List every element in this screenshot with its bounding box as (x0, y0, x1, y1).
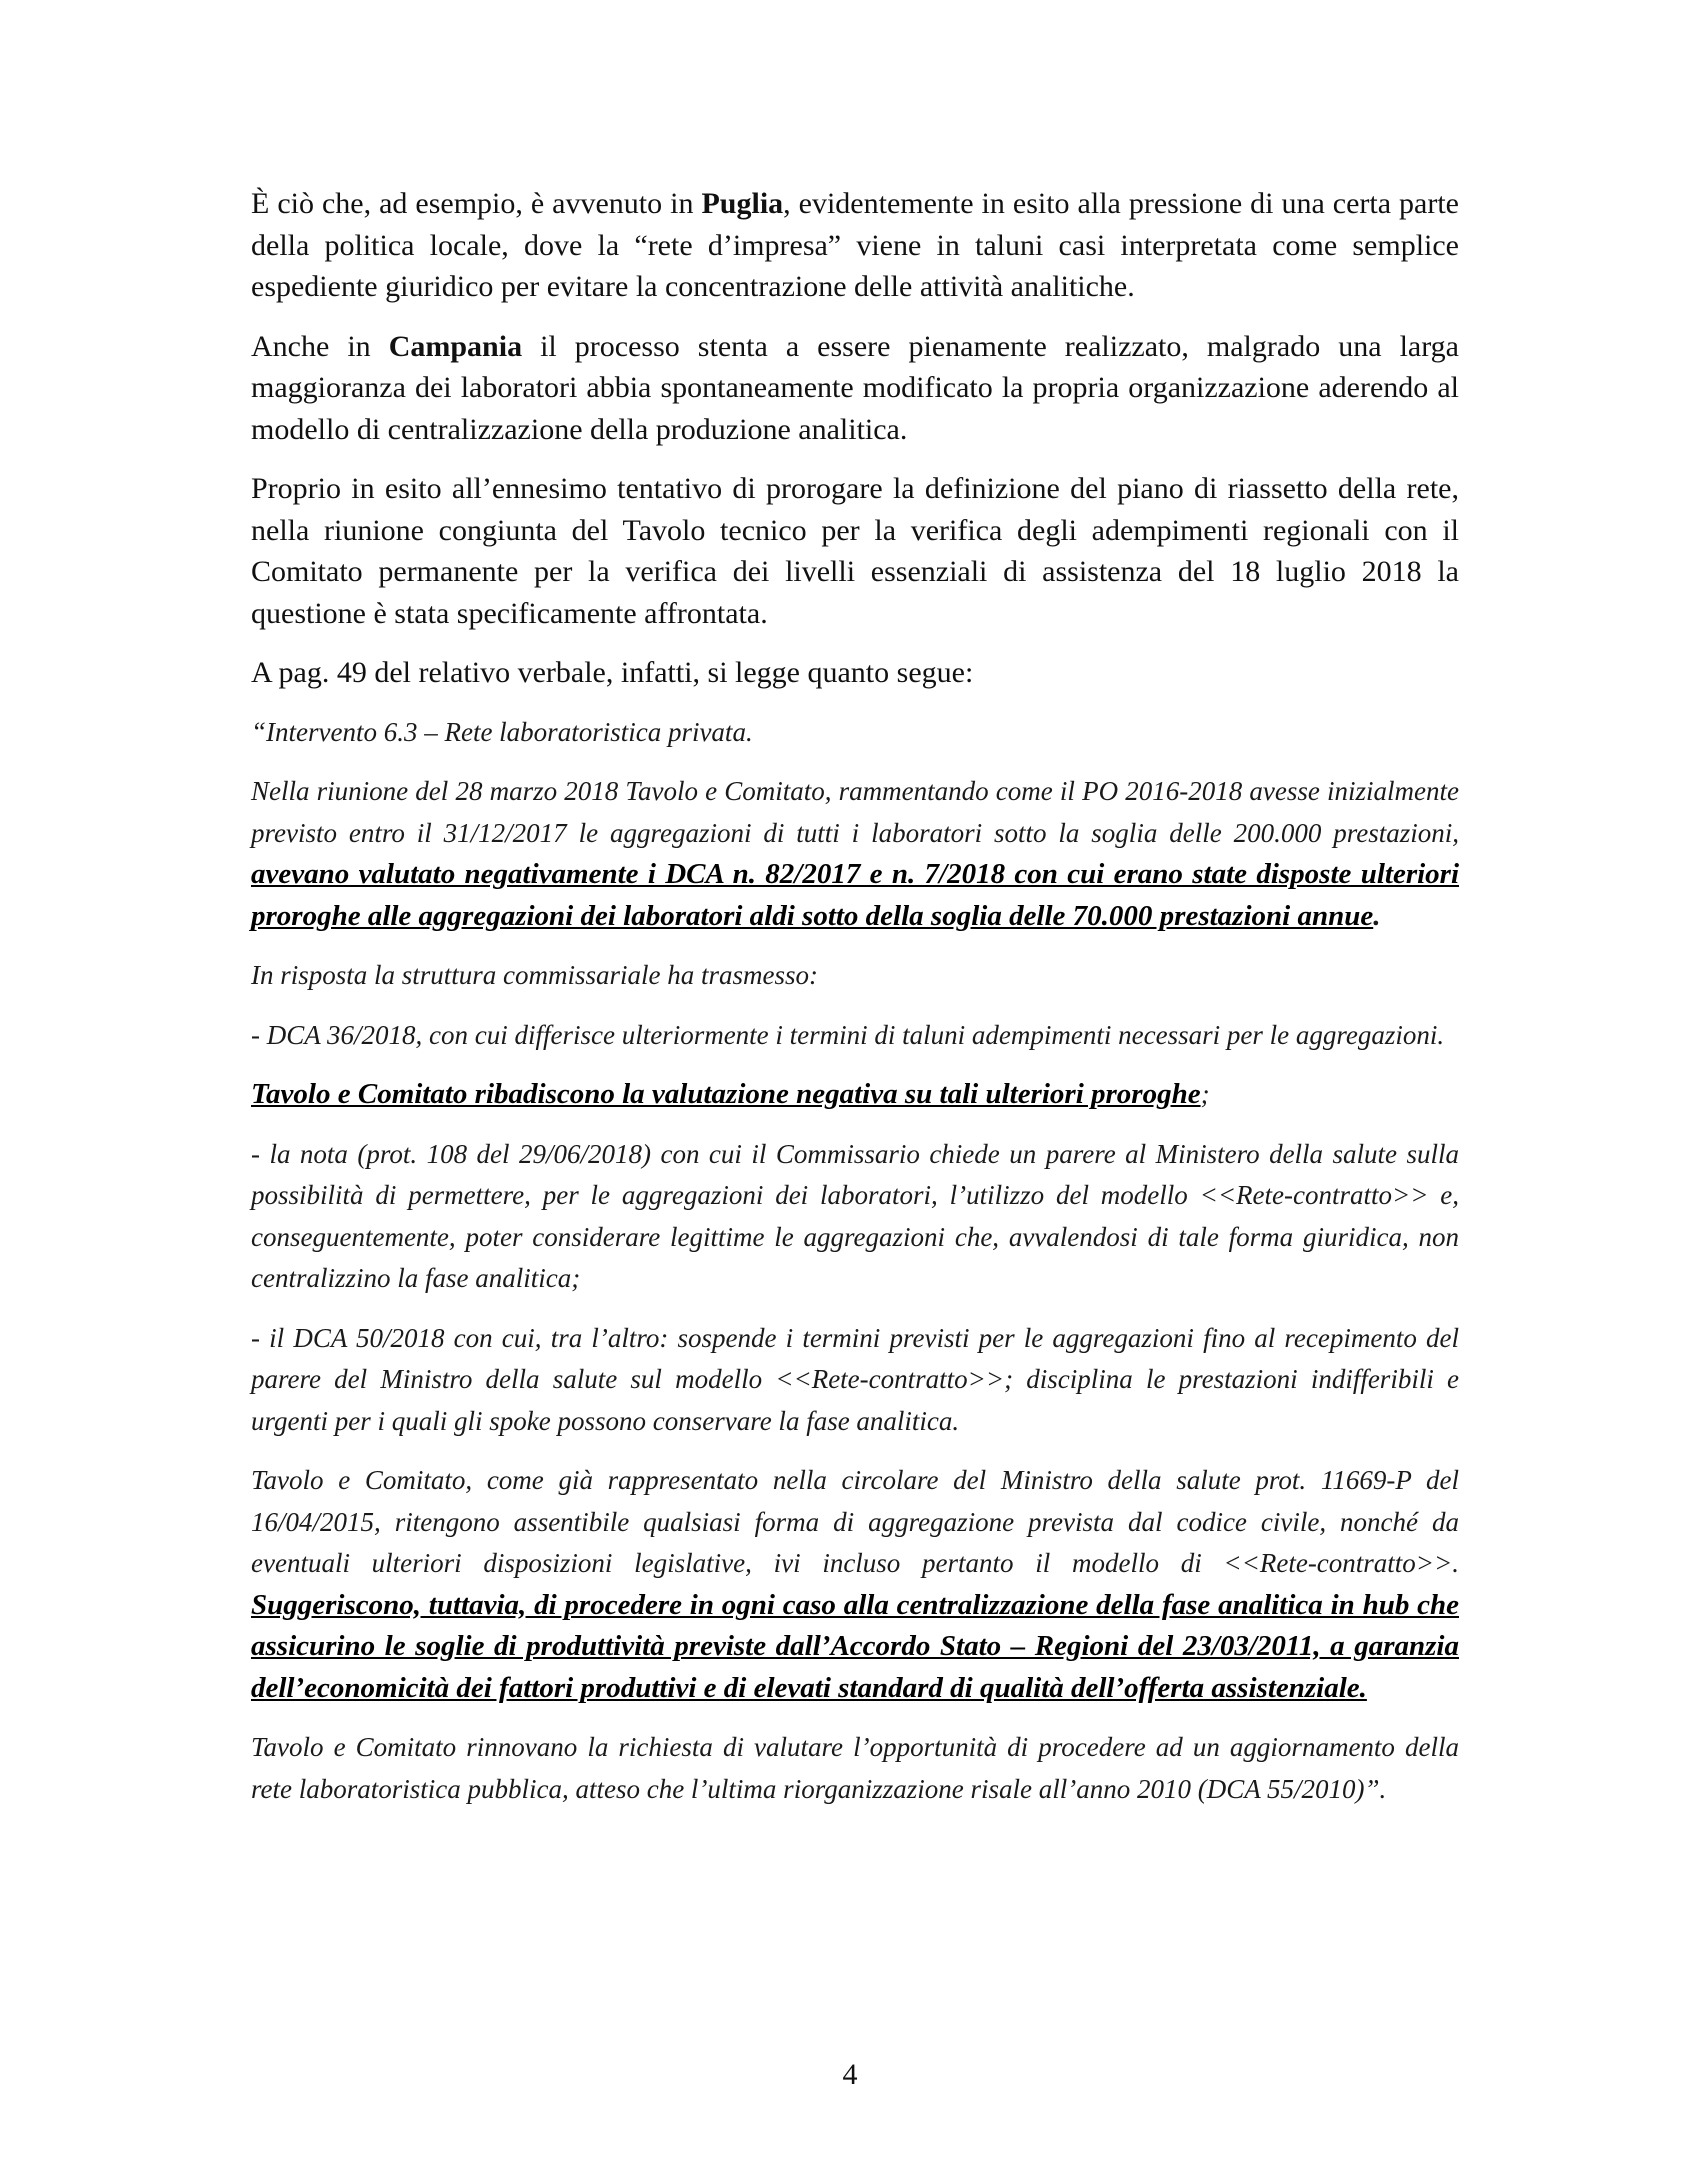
region-name-campania: Campania (388, 329, 523, 363)
paragraph-campania (251, 326, 1459, 451)
quote-item-nota-prot-108: - la nota (prot. 108 del 29/06/2018) con cui il Commissario chiede un parere al Ministero della salute sulla possibilità di permettere, per le aggregazioni dei laboratori, l’utilizzo del modello <<Rete-contratto>> e, conseguentemente, poter considerare legittime le aggregazioni che, avvalendosi di tale forma giuridica, non centralizzino la fase analitica; (251, 1138, 1459, 1293)
quote-highlight: Suggeriscono, tuttavia, di procedere in ogni caso alla centralizzazione della fase analitica in hub che assicurino le soglie di produttività previste dall’Accordo Stato – Regioni del 23/03/2011, a garanzia dell’economicità dei fattori produttivi e di elevati standard di qualità dell’offerta assistenziale. (251, 1588, 1459, 1704)
quote-risposta: In risposta la struttura commissariale ha trasmesso: (251, 960, 819, 990)
region-name-puglia: Puglia (701, 187, 784, 220)
quote-highlight: Tavolo e Comitato ribadiscono la valutazione negativa su tali ulteriori proroghe (251, 1078, 1201, 1110)
quote-highlight: avevano valutato negativamente i DCA n. 82/2017 e n. 7/2018 con cui erano state disposte ulteriori proroghe alle aggregazioni dei laboratori aldi sotto della soglia delle 70.000 prestazioni annue (251, 858, 1459, 932)
paragraph-verbale-intro: A pag. 49 del relativo verbale, infatti, si legge quanto segue: (251, 656, 974, 689)
paragraph-text: È ciò che, ad esempio, è avvenuto in (251, 187, 702, 220)
paragraph-text: , evidentemente in esito alla pressione di una certa parte della politica locale, dove la “rete d’impresa” viene in taluni casi interpretata come semplice espediente giuridico per evitare la concentrazione delle attività analitiche. (251, 187, 1459, 303)
quote-text: Nella riunione del 28 marzo 2018 Tavolo e Comitato, rammentando come il PO 2016-2018 avesse inizialmente previsto entro il 31/12/2017 le aggregazioni di tutti i laboratori sotto la soglia delle 200.000 prestazioni, (251, 776, 1459, 848)
quote-item-dca-36: - DCA 36/2018, con cui differisce ulteriormente i termini di taluni adempimenti necessari per le aggregazioni. (251, 1019, 1445, 1050)
quote-valutazione-negativa (251, 1074, 1459, 1116)
document-body (251, 183, 1459, 1828)
quote-text: ; (1200, 1079, 1210, 1109)
quote-text: Tavolo e Comitato, come già rappresentato nella circolare del Ministro della salute prot. 11669-P del 16/04/2015, ritengono assentibile qualsiasi forma di aggregazione prevista dal codice civile, nonché da eventuali ulteriori disposizioni legislative, ivi incluso pertanto il modello di <<Rete-contratto>>. (251, 1465, 1459, 1578)
quote-paragraph-circolare (251, 1460, 1459, 1709)
paragraph-text: Anche in (251, 329, 389, 363)
quote-paragraph-rinnovo: Tavolo e Comitato rinnovano la richiesta di valutare l’opportunità di procedere ad un aggiornamento della rete laboratoristica pubblica, atteso che l’ultima riorganizzazione risale all’anno 2010 (DCA 55/2010)”. (251, 1732, 1459, 1804)
paragraph-puglia (251, 183, 1459, 308)
paragraph-text: il processo stenta a essere pienamente realizzato, malgrado una larga maggioranza dei laboratori abbia spontaneamente modificato la propria organizzazione aderendo al modello di centralizzazione della produzione analitica. (251, 329, 1459, 446)
page-number: 4 (842, 2058, 858, 2091)
quote-text: . (1373, 899, 1381, 932)
quote-heading: “Intervento 6.3 – Rete laboratoristica privata. (251, 716, 753, 747)
quote-item-dca-50: - il DCA 50/2018 con cui, tra l’altro: sospende i termini previsti per le aggregazioni fino al recepimento del parere del Ministro della salute sul modello <<Rete-contratto>>; disciplina le prestazioni indifferibili e urgenti per i quali gli spoke possono conservare la fase analitica. (251, 1322, 1459, 1436)
quote-paragraph-riunione-marzo (251, 771, 1459, 937)
paragraph-riunione: Proprio in esito all’ennesimo tentativo di prorogare la definizione del piano di riassetto della rete, nella riunione congiunta del Tavolo tecnico per la verifica degli adempimenti regionali con il Comitato permanente per la verifica dei livelli essenziali di assistenza del 18 luglio 2018 la questione è stata specificamente affrontata. (251, 472, 1459, 630)
